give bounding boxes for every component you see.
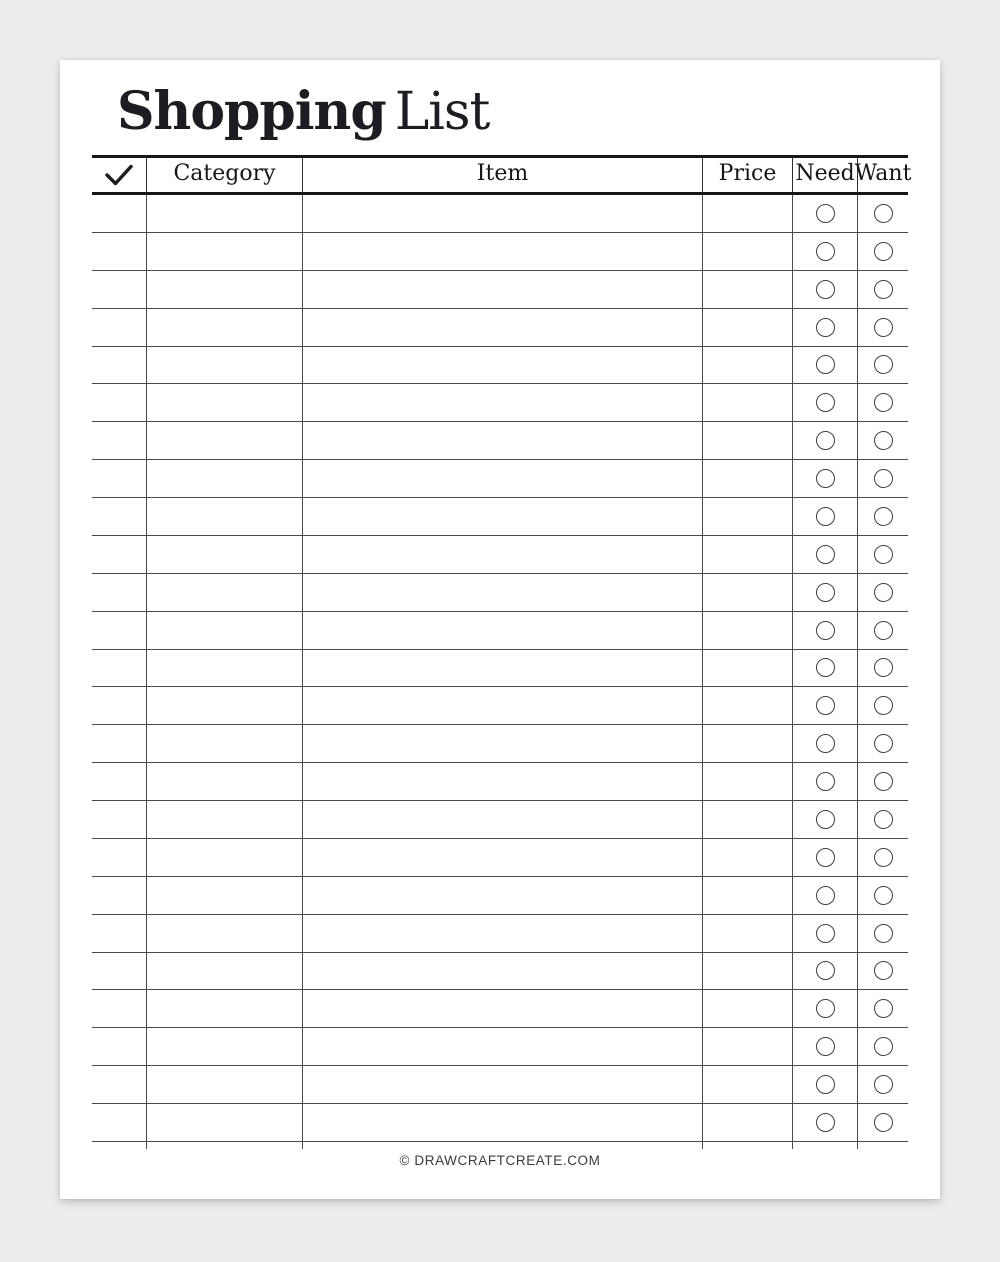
- cell-want: [858, 877, 908, 914]
- cell-want: [858, 271, 908, 308]
- cell-need: [793, 877, 858, 914]
- cell-category: [147, 612, 303, 649]
- want-circle: [874, 848, 893, 867]
- cell-price: [703, 422, 793, 459]
- table-row: [92, 763, 908, 801]
- need-circle: [816, 469, 835, 488]
- cell-need: [793, 801, 858, 838]
- want-circle: [874, 545, 893, 564]
- cell-need: [793, 990, 858, 1027]
- cell-price: [703, 195, 793, 232]
- want-circle: [874, 772, 893, 791]
- header-cell-want: [854, 158, 912, 192]
- header-label-item: Item: [476, 161, 529, 186]
- cell-want: [858, 763, 908, 800]
- cell-item: [303, 460, 703, 497]
- cell-item: [303, 195, 703, 232]
- cell-need: [793, 574, 858, 611]
- cell-check: [92, 650, 147, 687]
- cell-item: [303, 953, 703, 990]
- want-circle: [874, 999, 893, 1018]
- cell-need: [793, 1104, 858, 1141]
- cell-category: [147, 195, 303, 232]
- cell-category: [147, 915, 303, 952]
- cell-category: [147, 498, 303, 535]
- need-circle: [816, 886, 835, 905]
- need-circle: [816, 318, 835, 337]
- header-cell-need: [793, 158, 858, 192]
- cell-need: [793, 953, 858, 990]
- cell-need: [793, 612, 858, 649]
- cell-want: [858, 839, 908, 876]
- header-label-want: Want: [854, 161, 912, 186]
- cell-check: [92, 1066, 147, 1103]
- cell-item: [303, 271, 703, 308]
- cell-want: [858, 574, 908, 611]
- cell-want: [858, 725, 908, 762]
- want-circle: [874, 1037, 893, 1056]
- want-circle: [874, 810, 893, 829]
- cell-item: [303, 687, 703, 724]
- table-row: [92, 536, 908, 574]
- cell-price: [703, 801, 793, 838]
- cell-category: [147, 839, 303, 876]
- cell-item: [303, 1104, 703, 1141]
- want-circle: [874, 355, 893, 374]
- want-circle: [874, 242, 893, 261]
- table-row: [92, 422, 908, 460]
- want-circle: [874, 1113, 893, 1132]
- cell-category: [147, 384, 303, 421]
- want-circle: [874, 469, 893, 488]
- want-circle: [874, 507, 893, 526]
- header-label-need: Need: [795, 161, 855, 186]
- footer-credit: © DRAWCRAFTCREATE.COM: [399, 1153, 601, 1168]
- rule-overshoot: [857, 1142, 858, 1149]
- cell-price: [703, 1104, 793, 1141]
- cell-category: [147, 271, 303, 308]
- cell-price: [703, 347, 793, 384]
- cell-want: [858, 536, 908, 573]
- cell-check: [92, 536, 147, 573]
- table-row: [92, 460, 908, 498]
- cell-price: [703, 687, 793, 724]
- check-icon: [104, 163, 134, 187]
- need-circle: [816, 583, 835, 602]
- cell-category: [147, 460, 303, 497]
- cell-category: [147, 725, 303, 762]
- cell-want: [858, 422, 908, 459]
- cell-want: [858, 498, 908, 535]
- need-circle: [816, 999, 835, 1018]
- cell-category: [147, 309, 303, 346]
- cell-price: [703, 574, 793, 611]
- cell-need: [793, 233, 858, 270]
- table-row: [92, 725, 908, 763]
- table-row: [92, 498, 908, 536]
- cell-need: [793, 725, 858, 762]
- table-body: [92, 195, 908, 1142]
- cell-need: [793, 271, 858, 308]
- table-row: [92, 953, 908, 991]
- cell-category: [147, 422, 303, 459]
- header-cell-item: [303, 158, 703, 192]
- cell-item: [303, 233, 703, 270]
- cell-price: [703, 384, 793, 421]
- cell-want: [858, 801, 908, 838]
- cell-want: [858, 687, 908, 724]
- rule-overshoot: [792, 1142, 793, 1149]
- want-circle: [874, 280, 893, 299]
- cell-check: [92, 271, 147, 308]
- cell-category: [147, 953, 303, 990]
- cell-price: [703, 763, 793, 800]
- cell-item: [303, 990, 703, 1027]
- cell-need: [793, 763, 858, 800]
- cell-item: [303, 574, 703, 611]
- cell-item: [303, 763, 703, 800]
- want-circle: [874, 583, 893, 602]
- cell-category: [147, 574, 303, 611]
- cell-item: [303, 422, 703, 459]
- cell-want: [858, 309, 908, 346]
- cell-want: [858, 953, 908, 990]
- need-circle: [816, 621, 835, 640]
- cell-item: [303, 536, 703, 573]
- cell-need: [793, 1028, 858, 1065]
- table-row: [92, 612, 908, 650]
- cell-category: [147, 763, 303, 800]
- cell-item: [303, 801, 703, 838]
- table-row: [92, 1104, 908, 1142]
- cell-category: [147, 877, 303, 914]
- table-row: [92, 347, 908, 385]
- cell-check: [92, 763, 147, 800]
- cell-need: [793, 384, 858, 421]
- cell-need: [793, 309, 858, 346]
- cell-need: [793, 536, 858, 573]
- want-circle: [874, 734, 893, 753]
- page-title-light: List: [394, 82, 490, 142]
- cell-check: [92, 195, 147, 232]
- cell-check: [92, 460, 147, 497]
- cell-price: [703, 460, 793, 497]
- need-circle: [816, 961, 835, 980]
- need-circle: [816, 545, 835, 564]
- cell-category: [147, 650, 303, 687]
- table-row: [92, 877, 908, 915]
- table-row: [92, 915, 908, 953]
- cell-category: [147, 801, 303, 838]
- cell-check: [92, 801, 147, 838]
- cell-category: [147, 536, 303, 573]
- cell-need: [793, 460, 858, 497]
- cell-want: [858, 1028, 908, 1065]
- document-page: [60, 60, 940, 1199]
- cell-check: [92, 422, 147, 459]
- cell-want: [858, 990, 908, 1027]
- table-row: [92, 801, 908, 839]
- cell-category: [147, 347, 303, 384]
- page-title: [117, 82, 489, 143]
- table-row: [92, 384, 908, 422]
- header-cell-price: [703, 158, 793, 192]
- need-circle: [816, 242, 835, 261]
- need-circle: [816, 204, 835, 223]
- need-circle: [816, 507, 835, 526]
- want-circle: [874, 924, 893, 943]
- want-circle: [874, 886, 893, 905]
- cell-want: [858, 1066, 908, 1103]
- table-row: [92, 195, 908, 233]
- cell-item: [303, 1066, 703, 1103]
- cell-check: [92, 574, 147, 611]
- want-circle: [874, 658, 893, 677]
- need-circle: [816, 658, 835, 677]
- cell-need: [793, 1066, 858, 1103]
- cell-need: [793, 839, 858, 876]
- table-row: [92, 1066, 908, 1104]
- cell-category: [147, 1028, 303, 1065]
- cell-item: [303, 877, 703, 914]
- need-circle: [816, 924, 835, 943]
- header-cell-check: [92, 158, 147, 192]
- cell-need: [793, 498, 858, 535]
- cell-price: [703, 877, 793, 914]
- want-circle: [874, 393, 893, 412]
- cell-category: [147, 1066, 303, 1103]
- rule-overshoot: [302, 1142, 303, 1149]
- want-circle: [874, 696, 893, 715]
- cell-price: [703, 498, 793, 535]
- cell-need: [793, 422, 858, 459]
- cell-check: [92, 1104, 147, 1141]
- table-row: [92, 574, 908, 612]
- cell-price: [703, 536, 793, 573]
- need-circle: [816, 1113, 835, 1132]
- cell-price: [703, 725, 793, 762]
- cell-item: [303, 347, 703, 384]
- need-circle: [816, 280, 835, 299]
- cell-price: [703, 990, 793, 1027]
- cell-check: [92, 233, 147, 270]
- cell-need: [793, 347, 858, 384]
- header-label-price: Price: [718, 161, 777, 186]
- cell-want: [858, 384, 908, 421]
- need-circle: [816, 810, 835, 829]
- need-circle: [816, 734, 835, 753]
- table-row: [92, 650, 908, 688]
- need-circle: [816, 772, 835, 791]
- table-header-row: [92, 158, 912, 195]
- want-circle: [874, 961, 893, 980]
- cell-need: [793, 915, 858, 952]
- need-circle: [816, 431, 835, 450]
- cell-item: [303, 650, 703, 687]
- cell-price: [703, 953, 793, 990]
- need-circle: [816, 848, 835, 867]
- shopping-table: [92, 155, 912, 1142]
- header-cell-category: [147, 158, 303, 192]
- cell-item: [303, 1028, 703, 1065]
- table-row: [92, 309, 908, 347]
- cell-check: [92, 877, 147, 914]
- cell-check: [92, 612, 147, 649]
- cell-check: [92, 687, 147, 724]
- need-circle: [816, 355, 835, 374]
- cell-price: [703, 1066, 793, 1103]
- cell-item: [303, 309, 703, 346]
- cell-check: [92, 953, 147, 990]
- cell-price: [703, 309, 793, 346]
- need-circle: [816, 393, 835, 412]
- cell-check: [92, 384, 147, 421]
- cell-item: [303, 384, 703, 421]
- cell-check: [92, 1028, 147, 1065]
- table-row: [92, 233, 908, 271]
- cell-price: [703, 233, 793, 270]
- need-circle: [816, 696, 835, 715]
- cell-want: [858, 1104, 908, 1141]
- header-label-category: Category: [173, 161, 276, 186]
- table-row: [92, 839, 908, 877]
- cell-want: [858, 650, 908, 687]
- table-row: [92, 687, 908, 725]
- cell-check: [92, 839, 147, 876]
- cell-price: [703, 839, 793, 876]
- cell-want: [858, 915, 908, 952]
- table-row: [92, 271, 908, 309]
- cell-price: [703, 612, 793, 649]
- cell-price: [703, 271, 793, 308]
- table-row: [92, 1028, 908, 1066]
- cell-category: [147, 233, 303, 270]
- want-circle: [874, 204, 893, 223]
- want-circle: [874, 431, 893, 450]
- cell-check: [92, 498, 147, 535]
- cell-check: [92, 725, 147, 762]
- cell-price: [703, 650, 793, 687]
- cell-item: [303, 612, 703, 649]
- cell-need: [793, 195, 858, 232]
- table-row: [92, 990, 908, 1028]
- cell-category: [147, 1104, 303, 1141]
- cell-want: [858, 460, 908, 497]
- cell-check: [92, 915, 147, 952]
- page-title-bold: Shopping: [117, 81, 386, 142]
- cell-want: [858, 347, 908, 384]
- cell-check: [92, 309, 147, 346]
- cell-want: [858, 612, 908, 649]
- cell-want: [858, 233, 908, 270]
- cell-category: [147, 990, 303, 1027]
- cell-need: [793, 650, 858, 687]
- cell-check: [92, 347, 147, 384]
- rule-overshoot: [146, 1142, 147, 1149]
- need-circle: [816, 1075, 835, 1094]
- cell-price: [703, 915, 793, 952]
- cell-category: [147, 687, 303, 724]
- cell-item: [303, 839, 703, 876]
- want-circle: [874, 1075, 893, 1094]
- cell-price: [703, 1028, 793, 1065]
- cell-item: [303, 498, 703, 535]
- cell-need: [793, 687, 858, 724]
- cell-item: [303, 725, 703, 762]
- cell-item: [303, 915, 703, 952]
- cell-want: [858, 195, 908, 232]
- cell-check: [92, 990, 147, 1027]
- want-circle: [874, 318, 893, 337]
- want-circle: [874, 621, 893, 640]
- need-circle: [816, 1037, 835, 1056]
- rule-overshoot: [702, 1142, 703, 1149]
